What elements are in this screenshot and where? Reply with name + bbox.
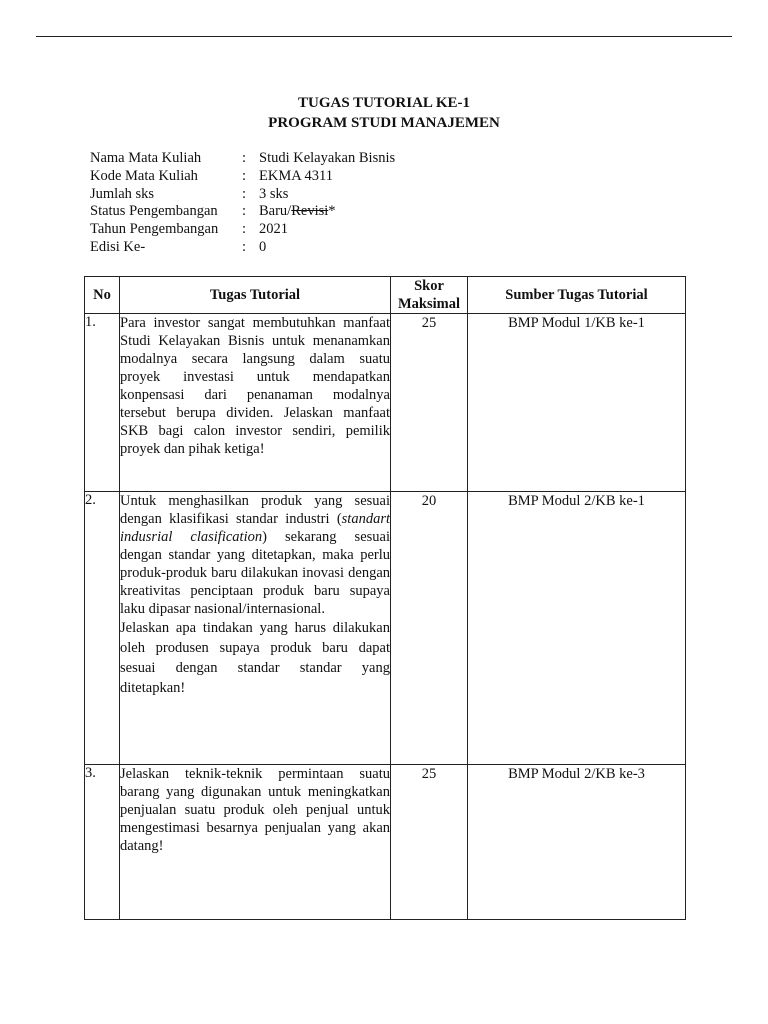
course-info-row [90, 221, 395, 239]
title-line-1: TUGAS TUTORIAL KE-1 [298, 95, 470, 111]
task-italic-term: standart indusrial clasification [120, 511, 390, 545]
task-text: Jelaskan teknik-teknik permintaan suatu barang yang digunakan untuk meningkatkan penjualan suatu produk oleh penjual untuk mengestimasi besarnya penjualan yang akan datang! [120, 765, 391, 920]
max-score: 25 [391, 765, 468, 920]
row-number: 1. [85, 314, 120, 492]
task-source: BMP Modul 2/KB ke-1 [468, 492, 686, 765]
task-text-part: ) sekarang sesuai dengan standar yang ditetapkan, maka perlu produk-produk baru dilakukan inovasi dengan kreativitas penciptaan produk baru supaya laku dipasar nasional/internasional. [120, 529, 390, 617]
colon: : [242, 221, 247, 238]
task-source: BMP Modul 2/KB ke-3 [468, 765, 686, 920]
col-header-source: Sumber Tugas Tutorial [468, 277, 686, 314]
course-info-row [90, 186, 395, 204]
col-header-score [391, 277, 468, 314]
max-score: 25 [391, 314, 468, 492]
col-header-no: No [85, 277, 120, 314]
task-source: BMP Modul 1/KB ke-1 [468, 314, 686, 492]
col-header-score-line1: Skor [414, 278, 444, 294]
credits-value: 3 sks [259, 185, 289, 202]
edition-label: Edisi Ke- [90, 238, 146, 255]
table-header-row [85, 277, 686, 314]
tutorial-task-table [84, 276, 686, 920]
top-divider [36, 36, 732, 37]
course-code-label: Kode Mata Kuliah [90, 167, 198, 184]
colon: : [242, 238, 247, 255]
edition-value: 0 [259, 238, 267, 255]
course-info-row [90, 150, 395, 168]
course-name-value: Studi Kelayakan Bisnis [259, 150, 396, 166]
colon: : [242, 185, 247, 202]
course-name-label: Nama Mata Kuliah [90, 150, 202, 166]
colon: : [242, 203, 247, 220]
credits-label: Jumlah sks [90, 185, 155, 202]
task-paragraph [120, 492, 390, 618]
colon: : [242, 150, 247, 166]
col-header-task: Tugas Tutorial [120, 277, 391, 314]
task-text [120, 492, 391, 765]
dev-status-value [259, 203, 336, 221]
task-text: Para investor sangat membutuhkan manfaat Studi Kelayakan Bisnis untuk menanamkan modalnya secara langsung dalam suatu proyek investasi untuk mendapatkan konpensasi dari penanaman modalnya tersebut berupa dividen. Jelaskan manfaat SKB bagi calon investor sendiri, pemilik proyek dan pihak ketiga! [120, 314, 391, 492]
course-code-value: EKMA 4311 [259, 167, 333, 184]
row-number: 3. [85, 765, 120, 920]
course-info-row [90, 168, 395, 186]
task-paragraph: Jelaskan apa tindakan yang harus dilakukan oleh produsen supaya produk baru dapat sesuai dengan standar standar yang ditetapkan! [120, 620, 390, 696]
table-row [85, 765, 686, 920]
max-score: 20 [391, 492, 468, 765]
dev-year-label: Tahun Pengembangan [90, 221, 219, 238]
dev-status-label: Status Pengembangan [90, 203, 218, 220]
col-header-score-line2: Maksimal [397, 296, 461, 312]
colon: : [242, 167, 247, 184]
course-info-row [90, 239, 395, 257]
task-text-part: Untuk menghasilkan produk yang sesuai dengan klasifikasi standar industri ( [120, 493, 390, 527]
dev-year-value: 2021 [259, 221, 288, 238]
dev-status-suffix: * [328, 203, 336, 220]
table-row [85, 314, 686, 492]
row-number: 2. [85, 492, 120, 765]
dev-status-struck: Revisi [291, 203, 329, 220]
course-info-row [90, 203, 395, 221]
course-info [90, 150, 395, 257]
table-row [85, 492, 686, 765]
title-line-2: PROGRAM STUDI MANAJEMEN [268, 115, 500, 131]
document-title [0, 93, 768, 133]
dev-status-plain: Baru/ [259, 203, 292, 220]
